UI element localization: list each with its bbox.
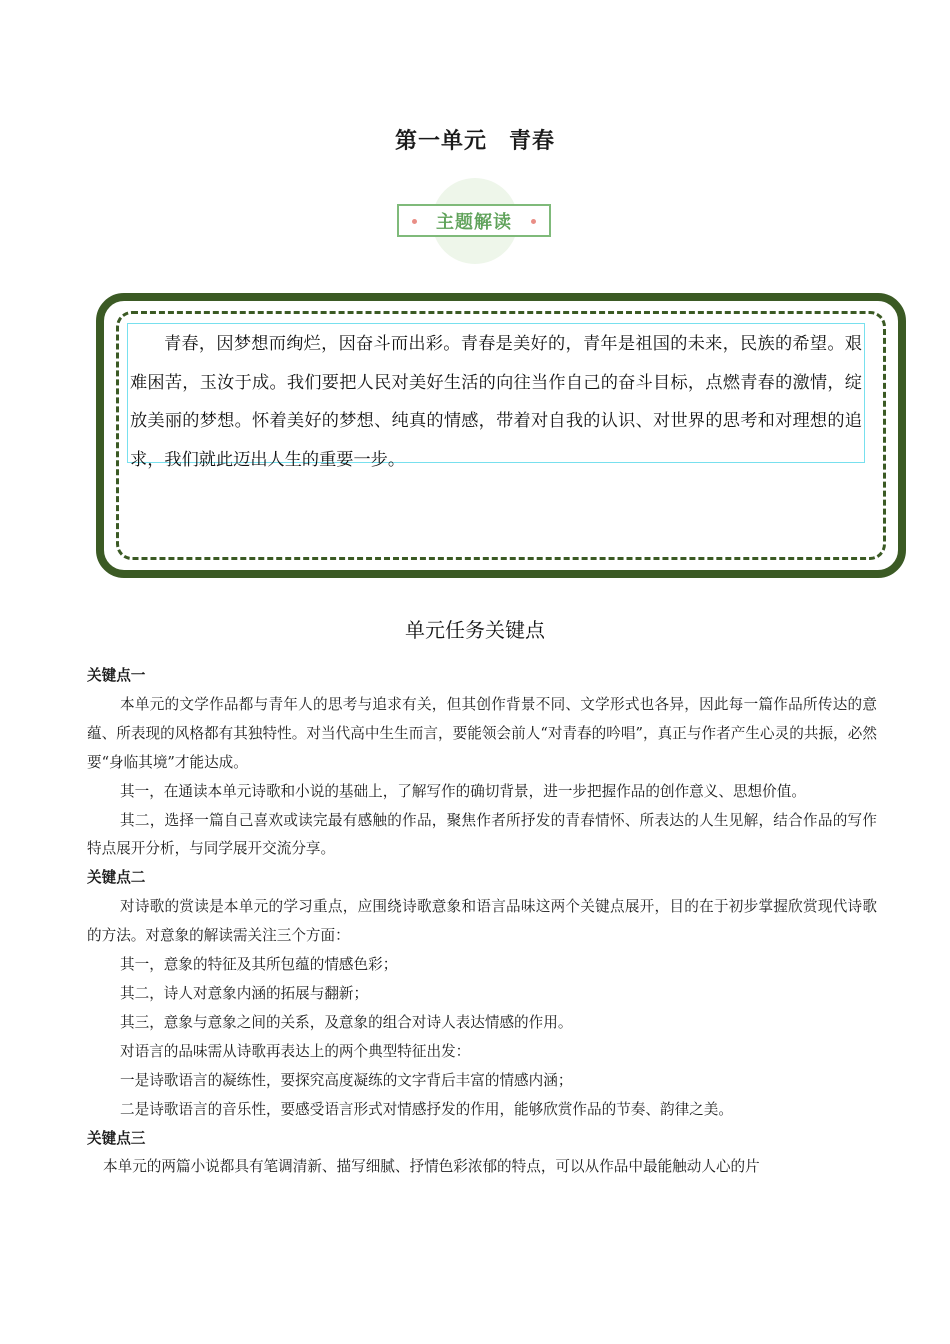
theme-badge: [397, 204, 551, 237]
key-point-1-paragraph: 本单元的文学作品都与青年人的思考与追求有关，但其创作背景不同、文学形式也各异，因此每一篇作品所传达的意蕴、所表现的风格都有其独特性。对当代高中生生而言，要能领会前人“对青春的吟唱”，真正与作者产生心灵的共振，必然要“身临其境”才能达成。: [87, 695, 877, 771]
key-point-2-title: 关键点二: [87, 869, 146, 887]
page-title: [0, 124, 950, 155]
intro-text: 青春，因梦想而绚烂，因奋斗而出彩。青春是美好的，青年是祖国的未来，民族的希望。艰难困苦，玉汝于成。我们要把人民对美好生活的向往当作自己的奋斗目标，点燃青春的激情，绽放美丽的梦想。怀着美好的梦想、纯真的情感，带着对自我的认识、对世界的思考和对理想的追求，我们就此迈出人生的重要一步。: [127, 323, 865, 463]
theme-badge-label: 主题解读: [436, 211, 512, 233]
badge-dot-left-icon: [412, 219, 417, 224]
key-point-2-paragraph: 其二，诗人对意象内涵的拓展与翻新；: [120, 984, 369, 1002]
key-point-1-paragraph: 其二，选择一篇自己喜欢或读完最有感触的作品，聚焦作者所抒发的青春情怀、所表达的人生见解，结合作品的写作特点展开分析，与同学展开交流分享。: [87, 811, 877, 858]
key-point-1-paragraph: 其一，在通读本单元诗歌和小说的基础上，了解写作的确切背景，进一步把握作品的创作意义、思想价值。: [120, 782, 806, 800]
key-point-2-paragraph: 一是诗歌语言的凝练性，要探究高度凝练的文字背后丰富的情感内涵；: [120, 1071, 573, 1089]
key-point-2-paragraph: 其一，意象的特征及其所包蕴的情感色彩；: [120, 956, 398, 974]
key-points-content: [87, 662, 877, 1182]
key-point-3-paragraph: 本单元的两篇小说都具有笔调清新、描写细腻、抒情色彩浓郁的特点，可以从作品中最能触动人心的片: [103, 1158, 760, 1176]
page-title-theme: 青春: [509, 129, 556, 154]
key-point-1-title: 关键点一: [87, 667, 146, 684]
key-point-2-paragraph: 二是诗歌语言的音乐性，要感受语言形式对情感抒发的作用，能够欣赏作品的节奏、韵律之美。: [120, 1100, 733, 1118]
key-point-2-paragraph: 对诗歌的赏读是本单元的学习重点，应围绕诗歌意象和语言品味这两个关键点展开，目的在于初步掌握欣赏现代诗歌的方法。对意象的解读需关注三个方面：: [87, 898, 877, 945]
key-point-2-paragraph: 其三，意象与意象之间的关系，及意象的组合对诗人表达情感的作用。: [120, 1013, 573, 1031]
page-title-unit: 第一单元: [394, 129, 487, 154]
key-point-2-paragraph: 对语言的品味需从诗歌再表达上的两个典型特征出发：: [120, 1042, 471, 1060]
section-heading: 单元任务关键点: [405, 618, 545, 642]
badge-dot-right-icon: [531, 219, 536, 224]
key-point-3-title: 关键点三: [87, 1129, 146, 1147]
